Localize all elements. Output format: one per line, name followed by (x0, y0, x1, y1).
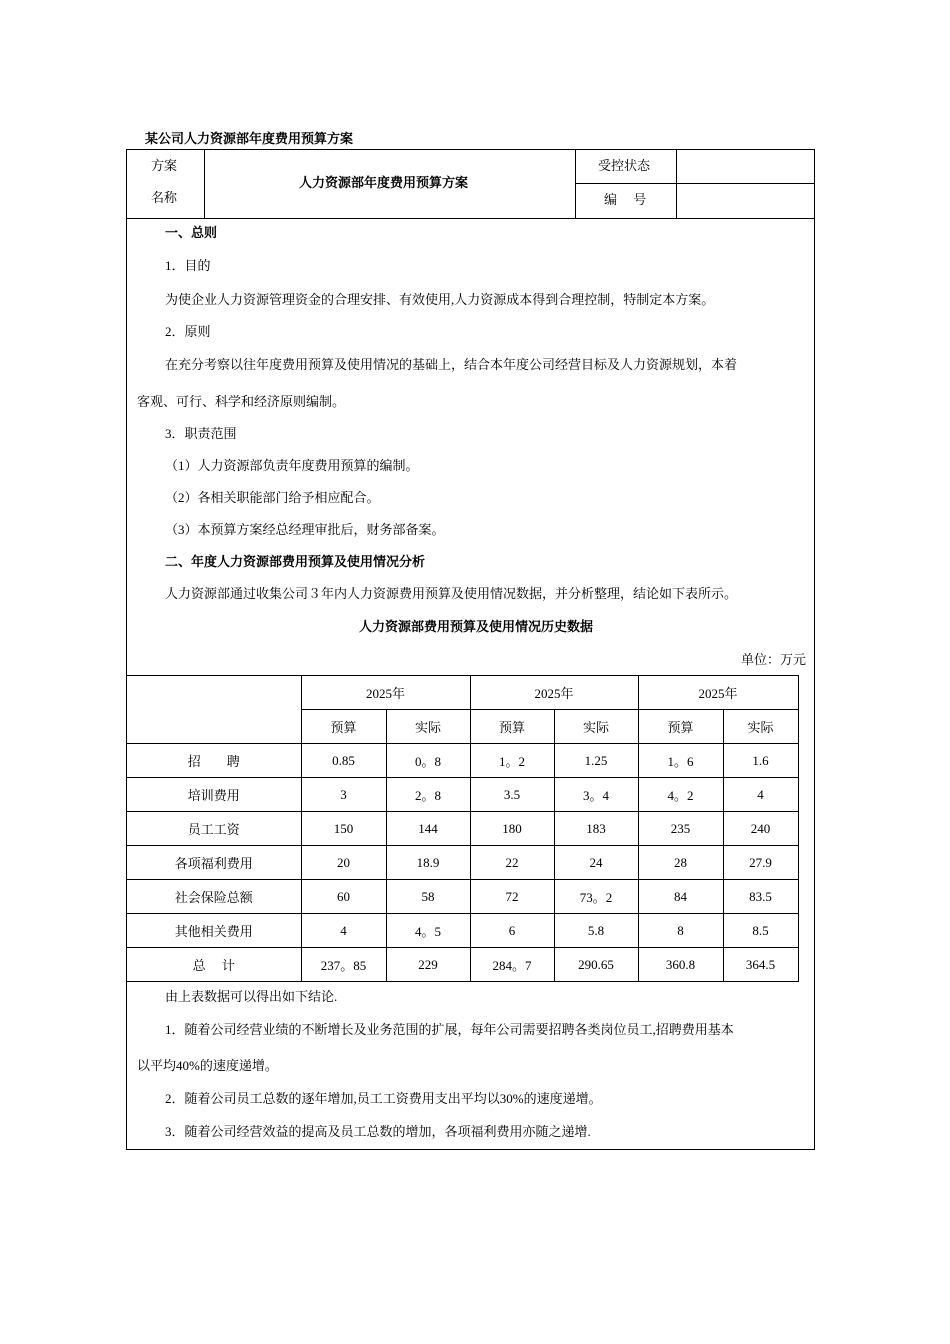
table-cell: 0。8 (386, 744, 470, 778)
unit-label: 单位：万元 (740, 652, 806, 667)
conclusion-item: 3．随着公司经营效益的提高及员工总数的增加，各项福利费用亦随之递增. (165, 1124, 591, 1139)
table-row (127, 846, 798, 880)
row-label: 总 计 (127, 948, 301, 982)
duty-item: （3）本预算方案经总经理审批后，财务部备案。 (165, 522, 445, 537)
table-cell: 229 (386, 948, 470, 982)
plan-name: 人力资源部年度费用预算方案 (299, 175, 469, 190)
table-cell: 364.5 (723, 948, 798, 982)
table-cell: 360.8 (638, 948, 723, 982)
table-row (127, 744, 798, 778)
table-title: 人力资源部费用预算及使用情况历史数据 (359, 619, 594, 634)
purpose-title: 1．目的 (165, 258, 211, 273)
table-cell: 60 (301, 880, 386, 914)
table-cell: 0.85 (301, 744, 386, 778)
history-data-table (127, 675, 799, 982)
table-row (127, 880, 798, 914)
conclusion-item: 2．随着公司员工总数的逐年增加,员工工资费用支出平均以30%的速度递增。 (165, 1091, 602, 1106)
table-cell: 4。5 (386, 914, 470, 948)
plan-frame (126, 149, 815, 1150)
table-cell: 180 (470, 812, 554, 846)
plan-label-2: 名称 (151, 190, 178, 205)
table-cell: 1。2 (470, 744, 554, 778)
table-cell: 1.25 (554, 744, 638, 778)
table-cell: 5.8 (554, 914, 638, 948)
conclusion-item: 1．随着公司经营业绩的不断增长及业务范围的扩展，每年公司需要招聘各类岗位员工,招聘费用基本 (165, 1022, 734, 1037)
table-cell: 24 (554, 846, 638, 880)
table-cell: 6 (470, 914, 554, 948)
conclusion-intro: 由上表数据可以得出如下结论. (165, 989, 338, 1004)
table-corner-cell (127, 676, 301, 744)
duty-item: （1）人力资源部负责年度费用预算的编制。 (165, 458, 419, 473)
subheader-actual: 实际 (554, 710, 638, 744)
table-cell: 183 (554, 812, 638, 846)
purpose-text: 为使企业人力资源管理资金的合理安排、有效使用,人力资源成本得到合理控制，特制定本方案。 (165, 292, 715, 307)
table-cell: 4 (723, 778, 798, 812)
table-cell: 235 (638, 812, 723, 846)
table-cell: 3。4 (554, 778, 638, 812)
table-cell: 27.9 (723, 846, 798, 880)
row-label: 其他相关费用 (127, 914, 301, 948)
year-header: 2025年 (301, 676, 470, 710)
principle-text: 在充分考察以往年度费用预算及使用情况的基础上，结合本年度公司经营目标及人力资源规划，本着 (165, 357, 738, 372)
number-label: 编 号 (604, 192, 647, 207)
plan-header (127, 150, 814, 219)
row-label: 员工工资 (127, 812, 301, 846)
subheader-budget: 预算 (470, 710, 554, 744)
table-row (127, 914, 798, 948)
table-row (127, 778, 798, 812)
table-cell: 4。2 (638, 778, 723, 812)
subheader-budget: 预算 (301, 710, 386, 744)
table-cell: 237。85 (301, 948, 386, 982)
principle-text-cont: 客观、可行、科学和经济原则编制。 (137, 394, 346, 409)
year-header: 2025年 (638, 676, 798, 710)
principle-title: 2．原则 (165, 324, 211, 339)
table-cell: 8.5 (723, 914, 798, 948)
table-cell: 83.5 (723, 880, 798, 914)
table-cell: 72 (470, 880, 554, 914)
row-label: 招 聘 (127, 744, 301, 778)
table-cell: 2。8 (386, 778, 470, 812)
subheader-budget: 预算 (638, 710, 723, 744)
controlled-status-label: 受控状态 (598, 158, 651, 173)
table-cell: 4 (301, 914, 386, 948)
table-header-row (127, 676, 798, 710)
table-cell: 8 (638, 914, 723, 948)
table-cell: 3 (301, 778, 386, 812)
plan-label: 方案 (151, 158, 178, 173)
table-cell: 1。6 (638, 744, 723, 778)
section-heading-analysis: 二、年度人力资源部费用预算及使用情况分析 (165, 554, 426, 569)
table-row (127, 812, 798, 846)
row-label: 社会保险总额 (127, 880, 301, 914)
table-cell: 284。7 (470, 948, 554, 982)
table-cell: 1.6 (723, 744, 798, 778)
duty-item: （2）各相关职能部门给予相应配合。 (165, 490, 380, 505)
table-cell: 240 (723, 812, 798, 846)
table-cell: 290.65 (554, 948, 638, 982)
subheader-actual: 实际 (386, 710, 470, 744)
table-cell: 3.5 (470, 778, 554, 812)
table-cell: 22 (470, 846, 554, 880)
table-cell: 18.9 (386, 846, 470, 880)
conclusion-item-cont: 以平均40%的速度递增。 (137, 1058, 278, 1073)
table-cell: 84 (638, 880, 723, 914)
section-heading-general: 一、总则 (165, 225, 218, 240)
table-cell: 144 (386, 812, 470, 846)
table-cell: 20 (301, 846, 386, 880)
row-label: 培训费用 (127, 778, 301, 812)
table-cell: 73。2 (554, 880, 638, 914)
subheader-actual: 实际 (723, 710, 798, 744)
year-header: 2025年 (470, 676, 638, 710)
table-total-row (127, 948, 798, 982)
duty-title: 3．职责范围 (165, 426, 237, 441)
table-cell: 28 (638, 846, 723, 880)
analysis-intro: 人力资源部通过收集公司３年内人力资源费用预算及使用情况数据，并分析整理，结论如下表所示。 (165, 586, 738, 601)
table-cell: 58 (386, 880, 470, 914)
document-title: 某公司人力资源部年度费用预算方案 (145, 131, 354, 146)
row-label: 各项福利费用 (127, 846, 301, 880)
table-cell: 150 (301, 812, 386, 846)
